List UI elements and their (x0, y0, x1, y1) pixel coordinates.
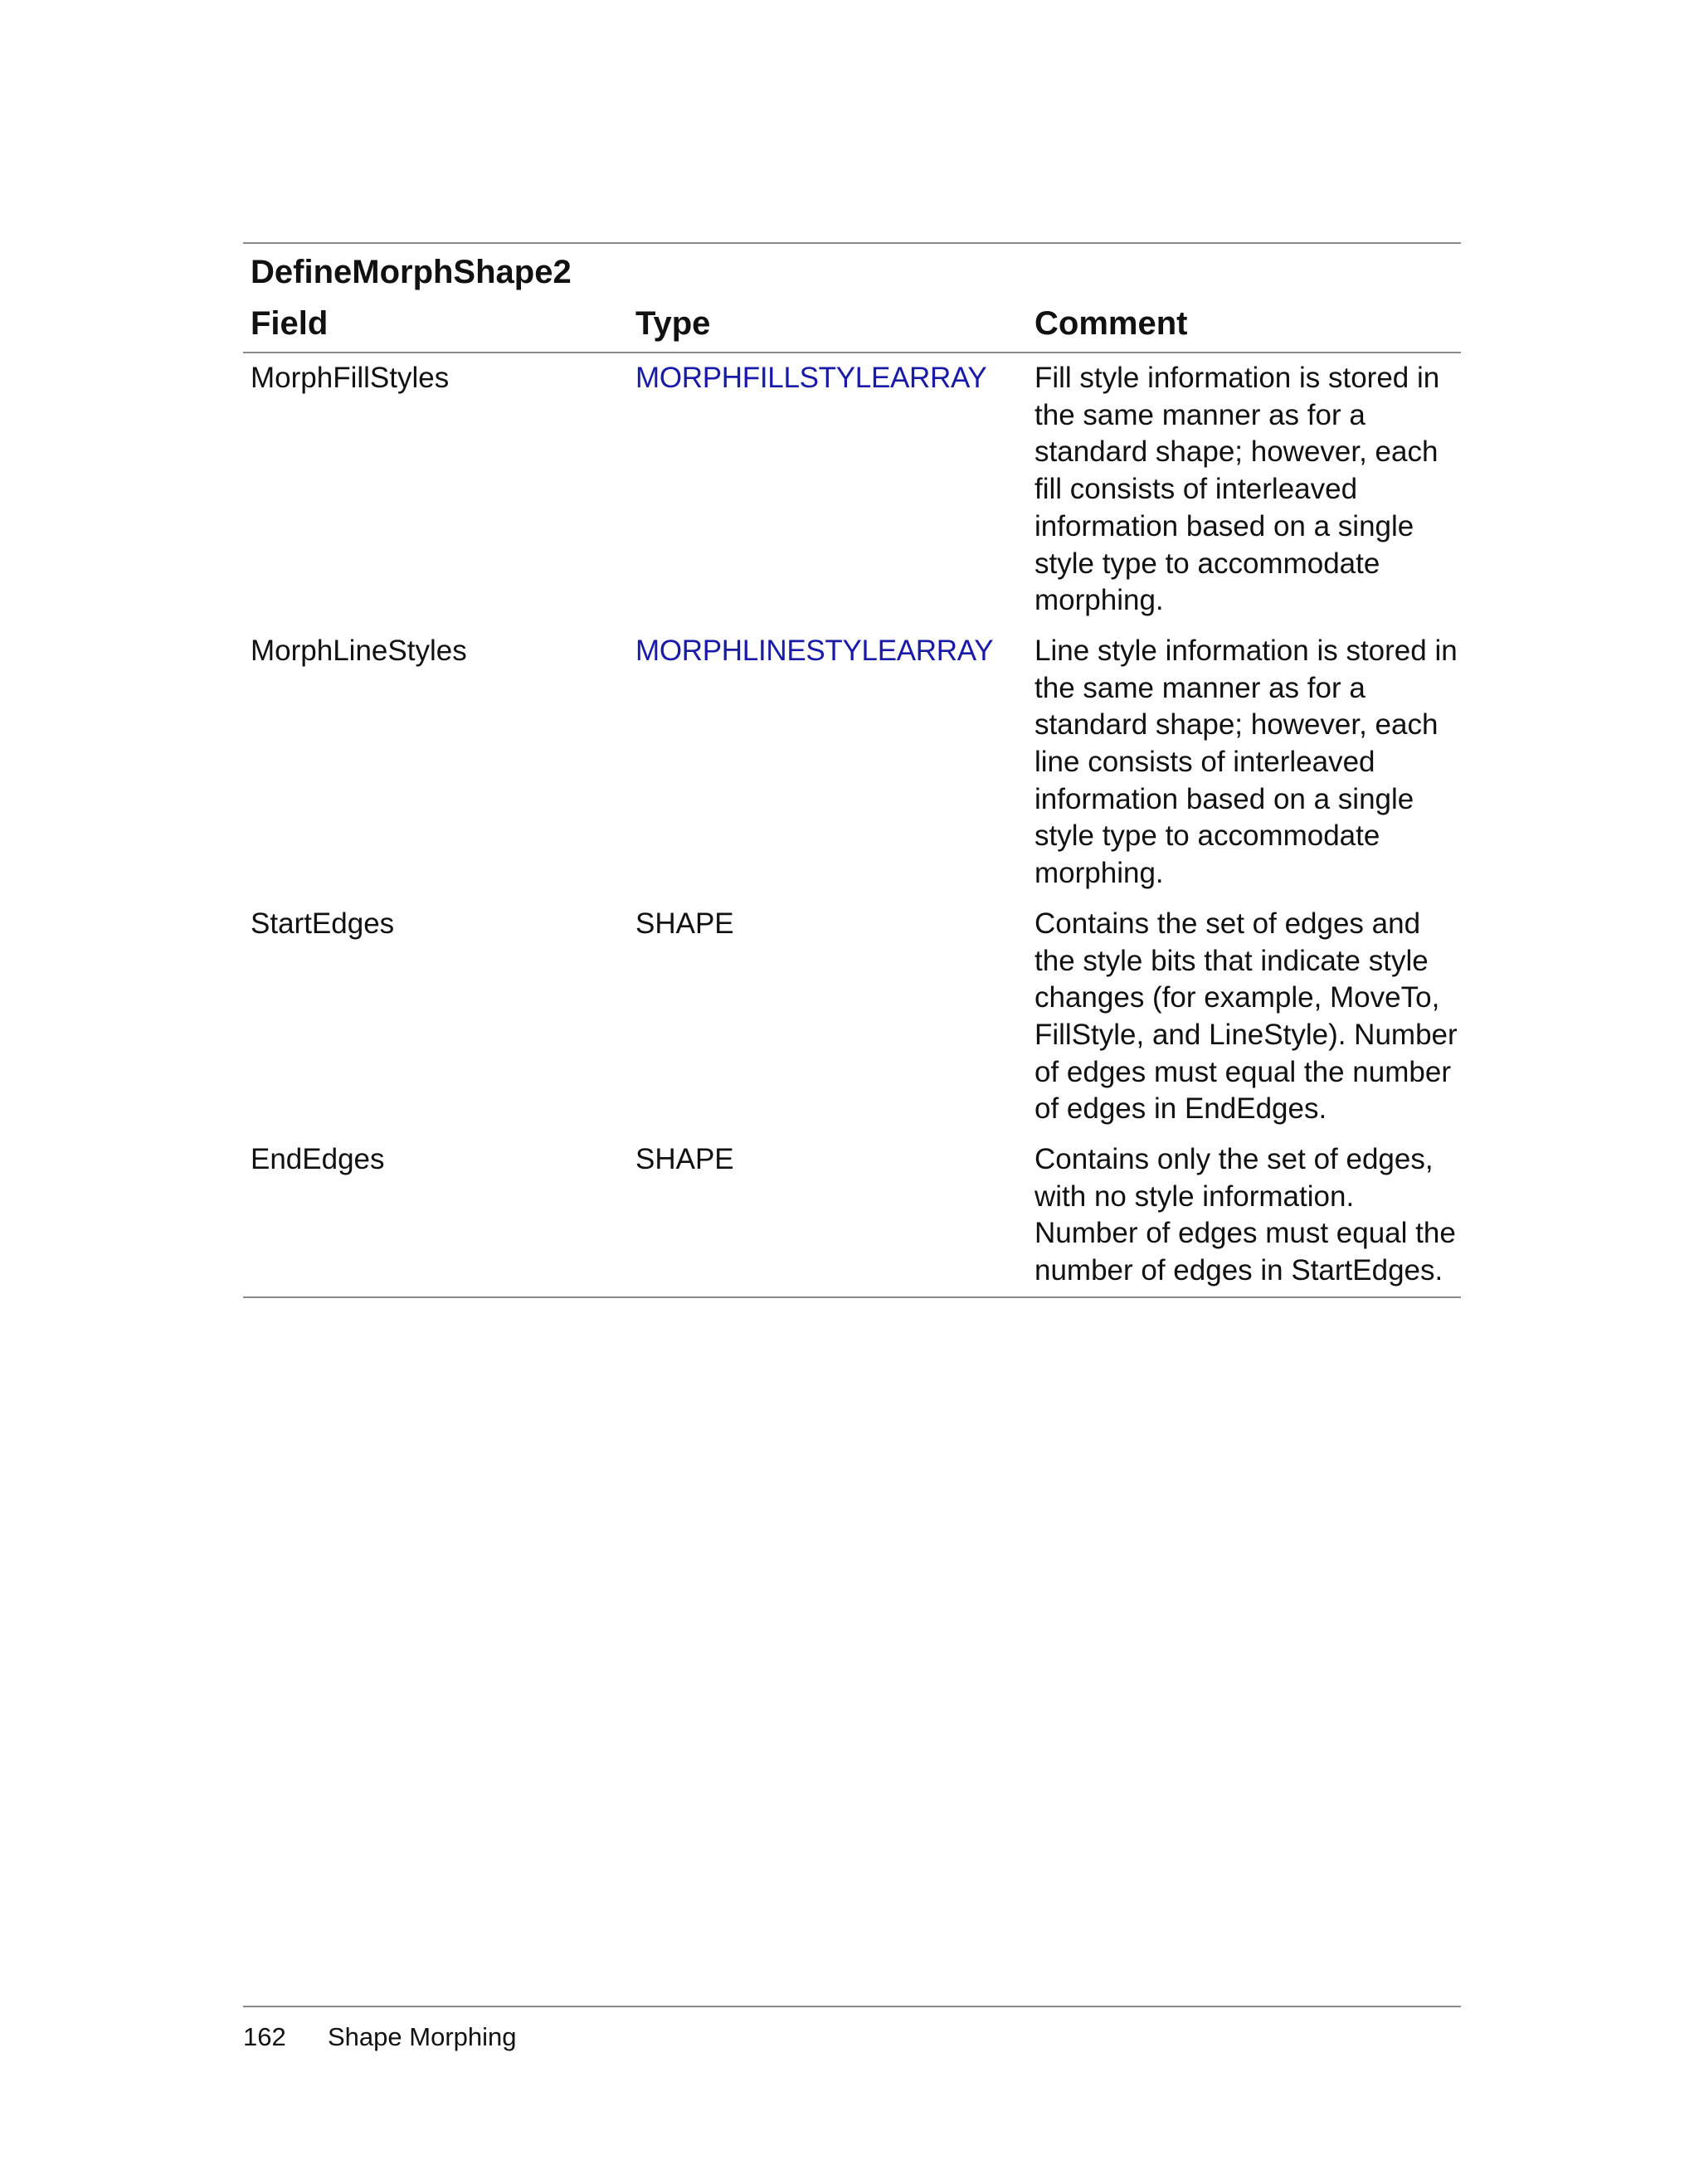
page-footer (243, 2006, 1461, 2054)
page-number: 162 (243, 2022, 286, 2051)
table-body (243, 353, 1461, 1290)
table-row (243, 906, 1461, 1128)
table-bottom-rule (243, 1296, 1461, 1298)
field-name: MorphLineStyles (251, 634, 467, 667)
type-link-morphfillstylearray[interactable]: MORPHFILLSTYLEARRAY (635, 362, 987, 394)
type-link-morphlinestylearray[interactable]: MORPHLINESTYLEARRAY (635, 634, 994, 667)
field-name: EndEdges (251, 1143, 385, 1176)
header-type: Type (635, 305, 711, 342)
field-comment: Line style information is stored in the same manner as for a standard shape; however, each line consists of interleaved information based on a single style type to accommodate morphing. (1034, 634, 1458, 890)
header-field: Field (251, 305, 329, 342)
table-row (243, 360, 1461, 620)
field-type: SHAPE (635, 1143, 734, 1176)
field-comment: Fill style information is stored in the same manner as for a standard shape; however, each fill consists of interleaved information based on a single style type to accommodate morphing. (1034, 362, 1440, 617)
table-row (243, 633, 1461, 893)
field-table (243, 242, 1461, 1298)
field-name: MorphFillStyles (251, 362, 450, 394)
field-type: SHAPE (635, 907, 734, 940)
field-comment: Contains the set of edges and the style bits that indicate style changes (for example, MoveTo, FillStyle, and LineStyle). Number of edges must equal the number of edges in EndEdges. (1034, 907, 1458, 1126)
table-title: DefineMorphShape2 (251, 254, 572, 290)
field-comment: Contains only the set of edges, with no style information. Number of edges must equal the number of edges in StartEdges. (1034, 1143, 1456, 1287)
table-row (243, 1141, 1461, 1290)
header-comment: Comment (1034, 305, 1188, 342)
chapter-title: Shape Morphing (328, 2022, 517, 2051)
field-name: StartEdges (251, 907, 395, 940)
table-header-row (243, 300, 1461, 352)
